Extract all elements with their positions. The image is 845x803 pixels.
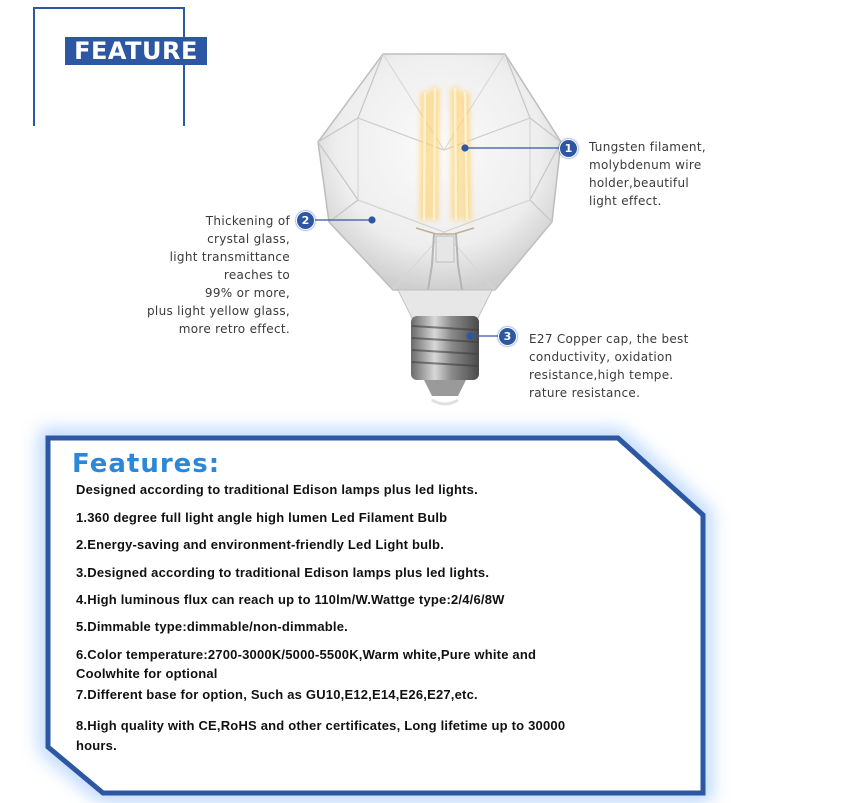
callout-badge-1: 1 xyxy=(559,139,578,158)
feature-item: 8.High quality with CE,RoHS and other certificates, Long lifetime up to 30000 xyxy=(76,718,566,733)
callout-text-3: E27 Copper cap, the best conductivity, oxidation resistance,high tempe. rature resistance. xyxy=(529,332,689,400)
feature-item: 4.High luminous flux can reach up to 110lm/W.Wattge type:2/4/6/8W xyxy=(76,592,505,607)
feature-item: 2.Energy-saving and environment-friendly Led Light bulb. xyxy=(76,537,445,552)
e27-cap xyxy=(398,290,492,404)
feature-item: 7.Different base for option, Such as GU10,E12,E14,E26,E27,etc. xyxy=(76,687,478,702)
callout-badge-3: 3 xyxy=(498,327,517,346)
feature-badge: FEATURE xyxy=(65,37,207,65)
callout-text-1: Tungsten filament, molybdenum wire holder,beautiful light effect. xyxy=(589,140,706,208)
feature-item-continued: Coolwhite for optional xyxy=(76,666,218,681)
feature-item: 5.Dimmable type:dimmable/non-dimmable. xyxy=(76,619,348,634)
feature-item: 3.Designed according to traditional Edison lamps plus led lights. xyxy=(76,565,490,580)
callout-badge-2: 2 xyxy=(296,211,315,230)
feature-item: 1.360 degree full light angle high lumen Led Filament Bulb xyxy=(76,510,448,525)
features-title: Features: xyxy=(72,449,221,479)
feature-item-continued: hours. xyxy=(76,738,117,753)
feature-item: 6.Color temperature:2700-3000K/5000-5500K,Warm white,Pure white and xyxy=(76,647,537,662)
callout-text-2: Thickening of crystal glass, light transmittance reaches to 99% or more, plus light yellow glass, more retro effect. xyxy=(147,214,290,336)
features-intro: Designed according to traditional Edison lamps plus led lights. xyxy=(76,482,478,497)
